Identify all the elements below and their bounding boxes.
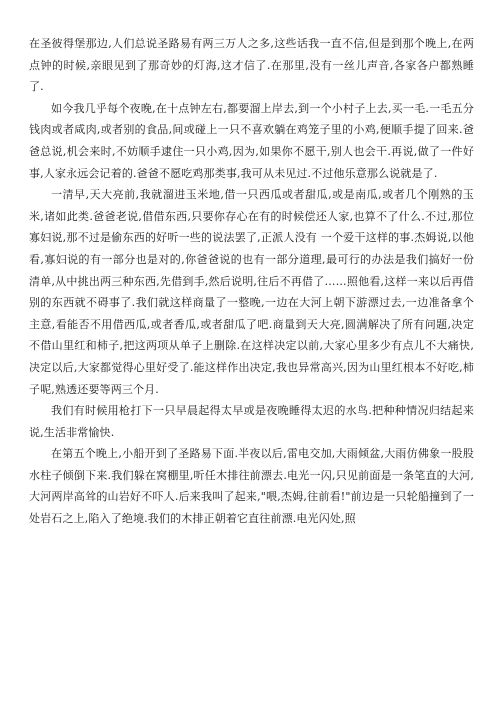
paragraph-3: 一清早,天大亮前,我就溜进玉米地,借一只西瓜或者甜瓜,或是南瓜,或者几个刚熟的玉米,诸如此类.爸爸老说,借借东西,只要你存心在有的时候偿还人家,也算不了什么.不过,那位寡妇说,那不过是偷东西的好听一些的说法罢了,正派人没有 一个爱干这样的事.杰姆说,以他看,寡妇说的有一部分也是对的,你爸爸说的也有一部分道理,最可行的办法是我们搞好一份清单,从中挑出两三种东西,先借到手,然后说明,往后不再借了……照他看,这样一来以后再借别的东西就不碍事了.我们就这样商量了一整晚,一边在大河上朝下游漂过去,一边准备拿个主意,看能否不用借西瓜,或者香瓜,或者甜瓜了吧.商量到天大亮,圆满解决了所有问题,决定不借山里红和柿子,把这两项从单子上删除.在这样决定以前,大家心里多少有点儿不大痛快,决定以后,大家都觉得心里好受了.能这样作出决定,我也异常高兴,因为山里红根本不好吃,柿子呢,熟透还要等两三个月. [29, 188, 474, 396]
paragraph-4: 我们有时候用枪打下一只早晨起得太早或是夜晚睡得太迟的水鸟.把种种情况归结起来说,生活非常愉快. [29, 404, 474, 439]
paragraph-2: 如今我几乎每个夜晚,在十点钟左右,都要溜上岸去,到一个小村子上去,买一毛.一毛五分钱肉或者咸肉,或者别的食品,间或碰上一只不喜欢躺在鸡笼子里的小鸡,便顺手提了回来.爸爸总说,机会来时,不妨顺手逮住一只小鸡,因为,如果你不愿干,别人也会干.再说,做了一件好事,人家永远会记着的.爸爸不愿吃鸡那类事,我可从未见过.不过他乐意那么说就是了. [29, 101, 474, 180]
paragraph-5: 在第五个晚上,小船开到了圣路易下面.半夜以后,雷电交加,大雨倾盆,大雨仿佛象一股股水柱子倾倒下来.我们躲在窝棚里,听任木排往前漂去.电光一闪,只见前面是一条笔直的大河,大河两岸高耸的山岩好不吓人.后来我叫了起来,"喂,杰姆,往前看!"前边是一只轮船撞到了一处岩石之上,陷入了绝境.我们的木排正朝着它直往前漂.电光闪处,照 [29, 447, 474, 526]
paragraph-1: 在圣彼得堡那边,人们总说圣路易有两三万人之多,这些话我一直不信,但是到那个晚上,在两点钟的时候,亲眼见到了那奇妙的灯海,这才信了.在那里,没有一丝儿声音,各家各户都熟睡了. [29, 37, 474, 94]
